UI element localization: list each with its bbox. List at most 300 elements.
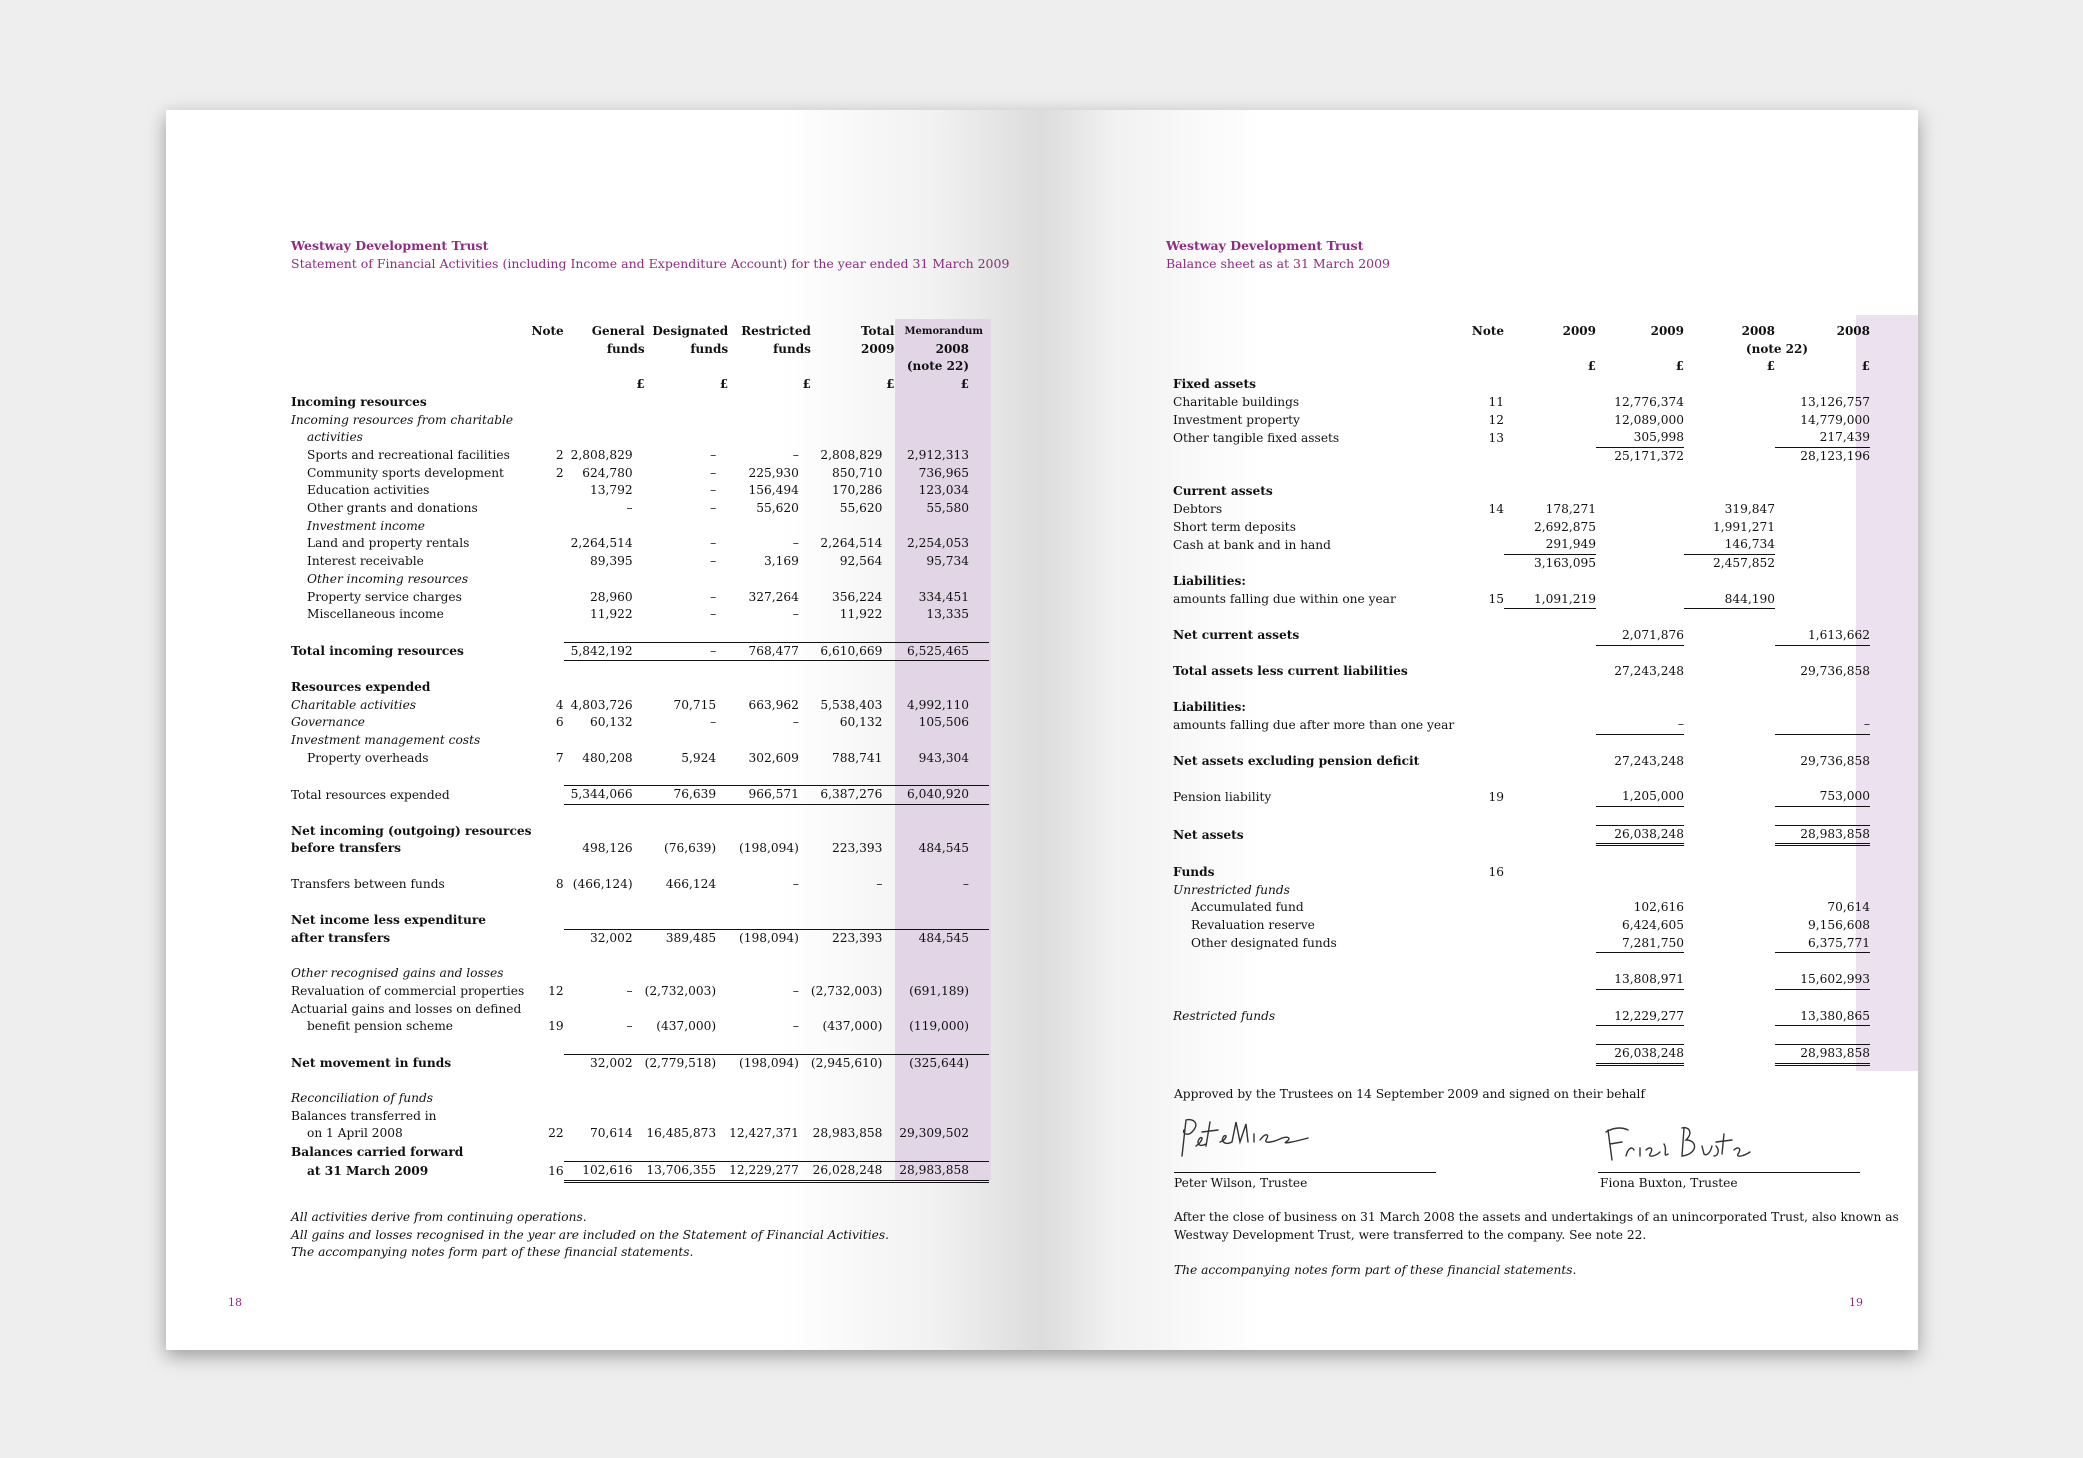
row-label	[291, 858, 532, 876]
row-note: 2	[555, 465, 564, 480]
row-label: Land and property rentals	[307, 536, 470, 551]
row-label: Accumulated fund	[1191, 900, 1304, 915]
balance-value: 6,424,605	[1621, 918, 1684, 933]
balance-value	[1596, 376, 1684, 394]
fund-value	[645, 1090, 729, 1108]
row-label: Reconciliation of funds	[291, 1091, 434, 1106]
fund-value: (76,639)	[664, 841, 717, 856]
fund-value	[811, 1036, 895, 1054]
row-note	[532, 642, 564, 661]
fund-value: (2,732,003)	[810, 983, 883, 998]
row-label: Other grants and donations	[307, 501, 478, 516]
fund-value	[564, 571, 645, 589]
signature-line	[1174, 1172, 1436, 1173]
fund-value: 223,393	[832, 930, 883, 945]
fund-value	[564, 394, 645, 412]
fund-value: 6,387,276	[811, 786, 895, 805]
page-left	[166, 110, 1042, 1350]
fund-value	[564, 948, 645, 966]
balance-value	[1504, 953, 1596, 971]
balance-value	[1596, 864, 1684, 882]
row-label	[1173, 771, 1458, 789]
balance-value: 12,776,374	[1614, 394, 1684, 409]
fund-value: (198,094)	[738, 930, 799, 945]
fund-value: 70,715	[673, 697, 717, 712]
fund-value	[811, 804, 895, 822]
table-row	[1173, 825, 1870, 845]
fund-value	[811, 911, 895, 929]
fund-value	[811, 412, 895, 430]
balance-value: 2,071,876	[1596, 627, 1684, 645]
table-row	[1173, 573, 1870, 591]
balance-value: 2,457,852	[1712, 556, 1775, 571]
table-row	[291, 1001, 989, 1019]
fund-value	[645, 768, 729, 786]
balance-value	[1775, 376, 1870, 394]
table-row	[291, 911, 989, 929]
row-note: 16	[1488, 864, 1504, 879]
row-label: Actuarial gains and losses on defined	[291, 1001, 522, 1016]
fund-value: (437,000)	[822, 1019, 883, 1034]
balance-value	[1596, 645, 1684, 663]
balance-value: 1,991,271	[1712, 519, 1775, 534]
balance-value	[1775, 519, 1870, 537]
row-note	[532, 804, 564, 822]
row-note	[532, 571, 564, 589]
memo-value: 6,525,465	[894, 642, 989, 661]
fund-value: 2,808,829	[820, 447, 883, 462]
fund-value: 5,924	[681, 750, 717, 765]
balance-value	[1775, 989, 1870, 1007]
table-row	[291, 804, 989, 822]
fund-value: 327,264	[748, 589, 799, 604]
balance-value	[1504, 845, 1596, 864]
balance-value: 29,736,858	[1800, 664, 1870, 679]
row-note	[1458, 627, 1504, 645]
row-note: 11	[1488, 394, 1504, 409]
table-row	[1173, 735, 1870, 753]
balance-value	[1775, 591, 1870, 609]
fund-value	[564, 429, 645, 447]
balance-value: 12,089,000	[1614, 412, 1684, 427]
row-label: Fixed assets	[1173, 377, 1256, 392]
fund-value: 6,610,669	[811, 642, 895, 661]
memo-value	[894, 679, 989, 697]
row-label: Miscellaneous income	[307, 607, 444, 622]
table-row	[291, 535, 989, 553]
fund-value	[728, 1143, 811, 1161]
memo-header-note: (note 22)	[906, 359, 969, 374]
table-row	[1173, 864, 1870, 882]
balance-value	[1504, 899, 1596, 917]
balance-value	[1684, 935, 1775, 953]
row-label: Liabilities:	[1173, 699, 1246, 714]
row-note	[532, 768, 564, 786]
fund-value	[728, 948, 811, 966]
fund-value	[564, 823, 645, 841]
row-label: Property service charges	[307, 589, 462, 604]
memo-value: 2,912,313	[906, 447, 969, 462]
memo-value: (119,000)	[909, 1019, 969, 1034]
row-label: Charitable activities	[291, 697, 417, 712]
balance-value	[1684, 573, 1775, 591]
row-label	[1173, 1044, 1458, 1064]
row-note	[1458, 771, 1504, 789]
fund-value: 92,564	[839, 554, 883, 569]
fund-value	[811, 1143, 895, 1161]
memo-value	[894, 518, 989, 536]
row-note: 7	[555, 750, 564, 765]
fund-value	[645, 893, 729, 911]
signatory-2: Fiona Buxton, Trustee	[1600, 1176, 1738, 1190]
row-note: 14	[1488, 502, 1504, 517]
fund-value	[564, 858, 645, 876]
col-2008-note: (note 22)	[1745, 341, 1809, 356]
row-label	[291, 948, 532, 966]
fund-value: 11,922	[839, 607, 883, 622]
row-label	[1173, 1026, 1458, 1045]
general-header: General	[591, 324, 645, 338]
fund-value	[811, 1090, 895, 1108]
balance-value	[1504, 663, 1596, 681]
fund-value: 850,710	[832, 465, 883, 480]
balance-value	[1504, 971, 1596, 989]
balance-value	[1684, 716, 1775, 734]
currency-general: £	[636, 377, 645, 392]
table-row	[1173, 771, 1870, 789]
row-label: Incoming resources from charitable	[291, 412, 514, 427]
designated-header-sub: funds	[690, 341, 729, 356]
row-note	[532, 482, 564, 500]
row-note	[1458, 917, 1504, 935]
memo-value	[894, 1090, 989, 1108]
fund-value: –	[792, 983, 799, 998]
row-label: Balances carried forward	[291, 1144, 464, 1159]
memo-value: 736,965	[918, 465, 969, 480]
row-note	[532, 1090, 564, 1108]
balance-value	[1684, 1008, 1775, 1026]
restricted-header-sub: funds	[773, 341, 811, 356]
row-note	[1458, 971, 1504, 989]
row-note	[1458, 735, 1504, 753]
balance-value	[1684, 845, 1775, 864]
balance-value	[1596, 483, 1684, 501]
fund-value: 5,344,066	[564, 786, 645, 805]
table-row	[1173, 591, 1870, 609]
fund-value	[645, 1108, 729, 1126]
balance-value	[1684, 953, 1775, 971]
fund-value: 70,614	[589, 1126, 633, 1141]
row-note	[1458, 899, 1504, 917]
fund-value	[811, 624, 895, 642]
table-row	[291, 1108, 989, 1126]
balance-value	[1775, 699, 1870, 717]
balance-value	[1775, 953, 1870, 971]
balance-value	[1684, 788, 1775, 806]
fund-value: 624,780	[582, 465, 633, 480]
table-row	[291, 500, 989, 518]
balance-value	[1775, 573, 1870, 591]
table-row	[291, 465, 989, 483]
row-label: Net assets	[1173, 828, 1244, 843]
balance-value	[1684, 412, 1775, 430]
memo-value	[894, 858, 989, 876]
fund-value: 28,983,858	[812, 1126, 883, 1141]
row-note	[532, 965, 564, 983]
balance-value	[1596, 519, 1684, 537]
row-label: Net movement in funds	[291, 1055, 452, 1070]
balance-value: 102,616	[1633, 900, 1684, 915]
row-note: 19	[1488, 789, 1504, 804]
row-note: 2	[555, 447, 564, 462]
page-number-left: 18	[228, 1296, 242, 1309]
table-row	[291, 1161, 989, 1181]
fund-value	[811, 1072, 895, 1090]
row-note	[1458, 935, 1504, 953]
row-note	[1458, 845, 1504, 864]
fund-value	[811, 679, 895, 697]
memo-value	[894, 1108, 989, 1126]
fund-value	[728, 965, 811, 983]
fund-value: 28,960	[589, 589, 633, 604]
row-label	[291, 624, 532, 642]
table-row	[1173, 917, 1870, 935]
fund-value: 60,132	[589, 715, 633, 730]
balance-value	[1684, 989, 1775, 1007]
table-row	[1173, 716, 1870, 734]
fund-value: –	[710, 536, 717, 551]
row-label: benefit pension scheme	[307, 1019, 453, 1034]
row-note	[1458, 1008, 1504, 1026]
fund-value: 480,208	[582, 750, 633, 765]
balance-sheet-body	[1173, 376, 1870, 1064]
table-row	[1173, 882, 1870, 900]
table-row	[291, 697, 989, 715]
balance-value	[1684, 753, 1775, 771]
row-label: Unrestricted funds	[1173, 882, 1290, 897]
row-label: Governance	[291, 715, 365, 730]
balance-value: 2,692,875	[1533, 519, 1596, 534]
fund-value: 966,571	[728, 786, 811, 805]
memo-value	[894, 394, 989, 412]
balance-value	[1596, 882, 1684, 900]
fund-value: 4,803,726	[570, 697, 633, 712]
balance-value	[1504, 376, 1596, 394]
row-note	[1458, 483, 1504, 501]
memo-value: 13,335	[926, 607, 969, 622]
fund-value: –	[710, 715, 717, 730]
row-label: Net income less expenditure	[291, 912, 487, 927]
table-row	[1173, 935, 1870, 953]
fund-value	[564, 1036, 645, 1054]
fund-value: 13,792	[589, 483, 633, 498]
fund-value: 768,477	[728, 642, 811, 661]
fund-value: –	[645, 642, 729, 661]
balance-value	[1596, 501, 1684, 519]
fund-value	[728, 858, 811, 876]
memo-value	[894, 661, 989, 679]
fund-value	[811, 429, 895, 447]
fund-value: 76,639	[645, 786, 729, 805]
row-note	[1458, 681, 1504, 699]
memo-value	[894, 893, 989, 911]
balance-value	[1504, 609, 1596, 627]
fund-value	[811, 1108, 895, 1126]
balance-value	[1684, 609, 1775, 627]
balance-value	[1775, 864, 1870, 882]
fund-value	[728, 624, 811, 642]
sofa-header	[291, 323, 989, 394]
fund-value	[728, 768, 811, 786]
row-note	[1458, 806, 1504, 825]
signature-peter-wilson	[1174, 1112, 1324, 1164]
memo-value: 484,545	[918, 841, 969, 856]
table-row	[291, 823, 989, 841]
balance-value	[1504, 466, 1596, 484]
row-label: Liabilities:	[1173, 573, 1246, 588]
table-row	[291, 642, 989, 661]
currency-2009-b: £	[1675, 359, 1684, 374]
balance-value	[1504, 917, 1596, 935]
fund-value	[811, 732, 895, 750]
balance-value	[1504, 788, 1596, 806]
table-row	[291, 1125, 989, 1143]
balance-value	[1596, 953, 1684, 971]
balance-value: 28,983,858	[1775, 1044, 1870, 1064]
row-note	[532, 518, 564, 536]
fund-value	[564, 1143, 645, 1161]
fund-value: 13,706,355	[645, 1161, 729, 1181]
table-row	[1173, 953, 1870, 971]
memo-value: 2,254,053	[906, 536, 969, 551]
table-row	[1173, 627, 1870, 645]
memo-value: 943,304	[918, 750, 969, 765]
balance-value: 844,190	[1684, 591, 1775, 609]
memo-value: 4,992,110	[906, 697, 969, 712]
balance-value: 753,000	[1775, 788, 1870, 806]
table-row	[291, 948, 989, 966]
table-row	[1173, 1044, 1870, 1064]
currency-2008-b: £	[1861, 359, 1870, 374]
row-note	[532, 893, 564, 911]
table-row	[1173, 788, 1870, 806]
row-label	[1173, 845, 1458, 864]
row-note: 12	[548, 983, 564, 998]
balance-value	[1596, 989, 1684, 1007]
balance-sheet-table	[1173, 323, 1870, 1066]
row-note	[532, 394, 564, 412]
open-booklet	[166, 110, 1918, 1350]
memo-value	[894, 571, 989, 589]
col-2008-a: 2008	[1741, 324, 1775, 338]
balance-value	[1504, 627, 1596, 645]
balance-value	[1684, 394, 1775, 412]
row-note	[1458, 609, 1504, 627]
fund-value	[564, 893, 645, 911]
row-note	[532, 911, 564, 929]
memo-value	[894, 965, 989, 983]
balance-value	[1596, 771, 1684, 789]
table-row	[291, 518, 989, 536]
memo-value	[894, 429, 989, 447]
row-label	[1173, 466, 1458, 484]
fund-value: –	[792, 1019, 799, 1034]
fund-value	[645, 1072, 729, 1090]
balance-value: 29,736,858	[1800, 753, 1870, 768]
balance-value	[1684, 376, 1775, 394]
row-note	[1458, 1026, 1504, 1045]
table-row	[291, 714, 989, 732]
col-2009-a: 2009	[1562, 324, 1596, 338]
balance-value: –	[1596, 716, 1684, 734]
balance-value	[1596, 466, 1684, 484]
fund-value: 32,002	[589, 930, 633, 945]
fund-value	[811, 394, 895, 412]
balance-value	[1596, 609, 1684, 627]
row-note	[532, 786, 564, 805]
balance-value	[1775, 645, 1870, 663]
balance-value: 13,126,757	[1800, 394, 1870, 409]
note-header: Note	[531, 324, 564, 338]
row-note: 12	[1488, 412, 1504, 427]
table-row	[1173, 519, 1870, 537]
fund-value	[811, 965, 895, 983]
row-label	[1173, 971, 1458, 989]
balance-value: 28,123,196	[1800, 448, 1870, 463]
fund-value	[728, 518, 811, 536]
fund-value: –	[710, 447, 717, 462]
fund-value	[564, 732, 645, 750]
fund-value	[645, 429, 729, 447]
row-note	[532, 732, 564, 750]
balance-value	[1504, 394, 1596, 412]
fund-value: (437,000)	[656, 1019, 717, 1034]
row-label	[1173, 735, 1458, 753]
balance-value	[1684, 825, 1775, 845]
org-name: Westway Development Trust	[291, 238, 489, 253]
table-row	[1173, 753, 1870, 771]
memo-value	[894, 1072, 989, 1090]
row-note	[532, 589, 564, 607]
row-label: Net current assets	[1173, 628, 1300, 643]
left-footnotes	[291, 1209, 889, 1262]
row-label: Balances transferred in	[291, 1108, 437, 1123]
fund-value	[728, 1090, 811, 1108]
balance-value	[1504, 1026, 1596, 1045]
balance-value	[1684, 806, 1775, 825]
memo-value	[894, 911, 989, 929]
table-row	[1173, 645, 1870, 663]
balance-value	[1684, 663, 1775, 681]
table-row	[291, 589, 989, 607]
row-label: before transfers	[291, 841, 402, 856]
balance-value	[1504, 735, 1596, 753]
row-label: Property overheads	[307, 750, 429, 765]
memo-value: (325,644)	[894, 1054, 989, 1072]
row-label	[291, 661, 532, 679]
balance-value	[1504, 1008, 1596, 1026]
fund-value	[645, 1143, 729, 1161]
balance-value	[1504, 825, 1596, 845]
table-row	[291, 983, 989, 1001]
fund-value	[564, 679, 645, 697]
currency-designated: £	[719, 377, 729, 392]
balance-value: 27,243,248	[1614, 664, 1684, 679]
right-page-header	[1166, 237, 1390, 273]
fund-value	[645, 624, 729, 642]
table-row	[291, 553, 989, 571]
table-row	[291, 1018, 989, 1036]
